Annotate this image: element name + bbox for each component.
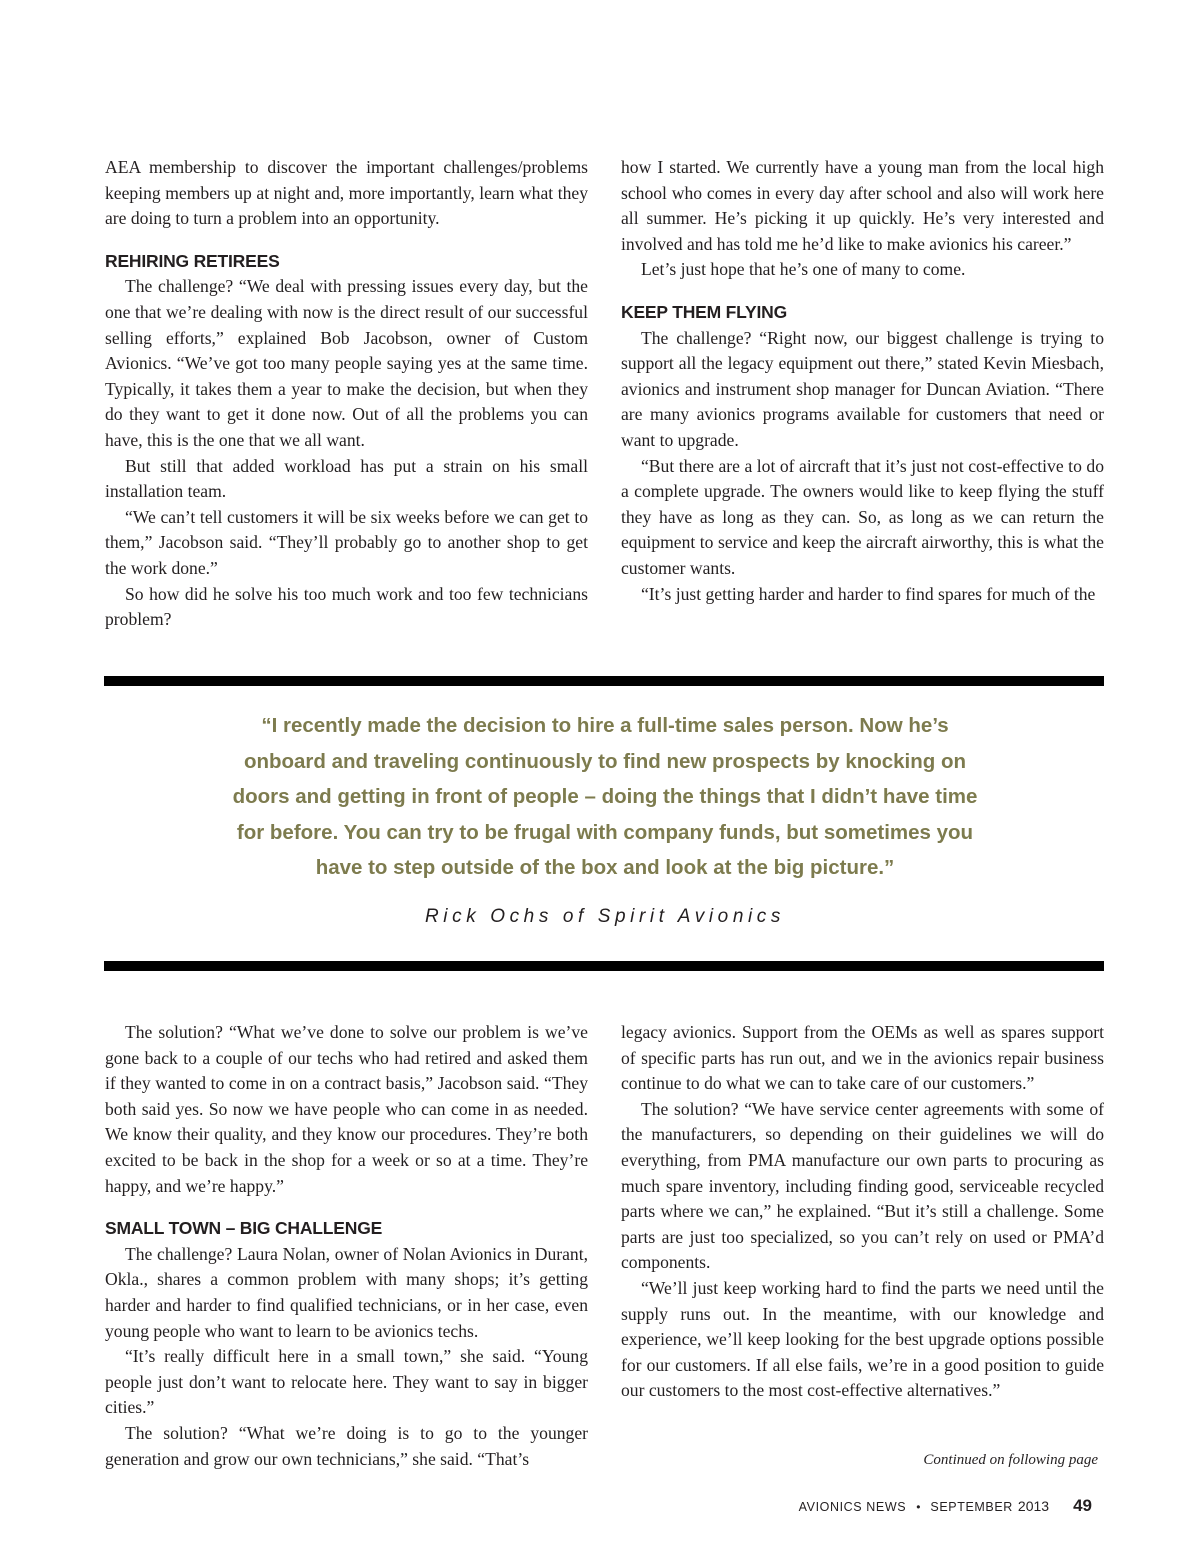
paragraph: But still that added workload has put a strain on his small installation team. <box>105 455 588 502</box>
paragraph: how I started. We currently have a young man from the local high school who comes in every day after school and also will work here all summer. He’s picking it up quickly. He’s very interested and involved and has told me he’d like to make avionics his career.” <box>621 157 1104 254</box>
paragraph: “But there are a lot of aircraft that it’s just not cost-effective to do a complete upgrade. The owners would like to keep flying the stuff they have as long as they can. So, as long as we can return the equipment to service and keep the aircraft airworthy, this is what the customer wants. <box>621 455 1104 578</box>
article-column-top-right <box>621 155 1104 607</box>
paragraph: So how did he solve his too much work and too few technicians problem? <box>105 583 588 630</box>
paragraph: AEA membership to discover the important challenges/problems keeping members up at night and, more importantly, learn what they are doing to turn a problem into an opportunity. <box>105 157 588 229</box>
section-heading-small-town: SMALL TOWN – BIG CHALLENGE <box>105 1218 383 1239</box>
paragraph: “We’ll just keep working hard to find the parts we need until the supply runs out. In the meantime, with our knowledge and experience, we’ll keep looking for the best upgrade options possible for our customers. If all else fails, we’re in a good position to guide our customers to the most cost-effective alternatives.” <box>621 1277 1104 1401</box>
pull-quote-attribution: Rick Ochs of Spirit Avionics <box>424 906 786 927</box>
page-footer <box>799 1496 1092 1516</box>
pull-quote-line: “I recently made the decision to hire a full-time sales person. Now he’s <box>261 714 949 737</box>
pull-quote-line: for before. You can try to be frugal with company funds, but sometimes you <box>236 820 974 844</box>
pull-quote-line: onboard and traveling continuously to find new prospects by knocking on <box>243 749 967 773</box>
article-column-bottom-right <box>621 1020 1104 1404</box>
paragraph: The challenge? “We deal with pressing issues every day, but the one that we’re dealing with now is the direct result of our successful selling efforts,” explained Bob Jacobson, owner of Custom Avionics. “We’ve got too many people saying yes at the same time. Typically, it takes them a year to make the decision, but when they do they want to get it done now. Out of all the problems you can have, this is the one that we all want. <box>105 276 588 450</box>
paragraph: “It’s really difficult here in a small town,” she said. “Young people just don’t want to relocate here. They want to say in bigger cities.” <box>105 1346 588 1418</box>
continued-note: Continued on following page <box>923 1452 1098 1468</box>
paragraph: Let’s just hope that he’s one of many to come. <box>641 259 966 280</box>
pull-quote-top-rule <box>104 676 1104 686</box>
paragraph: The solution? “We have service center agreements with some of the manufacturers, so depending on their guidelines we will do everything, from PMA manufacture our own parts to procuring as much spare inventory, including finding good, serviceable recycled parts where we can,” he explained. “But it’s still a challenge. Some parts are just too specialized, so you can’t rely on used or PMA’d components. <box>621 1098 1104 1273</box>
paragraph: “It’s just getting harder and harder to find spares for much of the <box>641 583 1096 604</box>
section-heading-rehiring-retirees: REHIRING RETIREES <box>105 250 280 271</box>
footer-year: 2013 <box>1017 1498 1050 1514</box>
footer-publication: AVIONICS NEWS <box>798 1500 907 1514</box>
article-column-top-left <box>105 155 588 633</box>
footer-separator: • <box>916 1500 921 1514</box>
paragraph: The challenge? “Right now, our biggest challenge is trying to support all the legacy equipment out there,” stated Kevin Miesbach, avionics and instrument shop manager for Duncan Aviation. “There are many avionics programs available for customers that need or want to upgrade. <box>621 327 1104 450</box>
pull-quote-line: doors and getting in front of people – doing the things that I didn’t have time <box>232 785 978 808</box>
footer-month: SEPTEMBER <box>930 1500 1013 1514</box>
paragraph: The challenge? Laura Nolan, owner of Nolan Avionics in Durant, Okla., shares a common problem with many shops; it’s getting harder and harder to find qualified technicians, or in her case, even young people who want to learn to be avionics techs. <box>105 1243 588 1341</box>
page-number: 49 <box>1073 1496 1092 1515</box>
section-heading-keep-them-flying: KEEP THEM FLYING <box>621 301 787 322</box>
paragraph: “We can’t tell customers it will be six weeks before we can get to them,” Jacobson said. “They’ll probably go to another shop to get the work done.” <box>105 506 588 578</box>
paragraph: The solution? “What we’re doing is to go to the younger generation and grow our own technicians,” she said. “That’s <box>105 1422 588 1469</box>
paragraph: The solution? “What we’ve done to solve our problem is we’ve gone back to a couple of our techs who had retired and asked them if they wanted to come in on a contract basis,” Jacobson said. “They both said yes. So now we have people who can come in as needed. We know their quality, and they know our procedures. They’re both excited to be back in the shop for a week or so at a time. They’re happy, and we’re happy.” <box>105 1022 588 1196</box>
pull-quote <box>150 708 1060 886</box>
paragraph: legacy avionics. Support from the OEMs as well as spares support of specific parts has run out, and we in the avionics repair business continue to do what we can to take care of our customers.” <box>621 1022 1104 1094</box>
pull-quote-line: have to step outside of the box and look at the big picture.” <box>315 856 895 879</box>
pull-quote-bottom-rule <box>104 961 1104 971</box>
article-column-bottom-left <box>105 1020 588 1472</box>
